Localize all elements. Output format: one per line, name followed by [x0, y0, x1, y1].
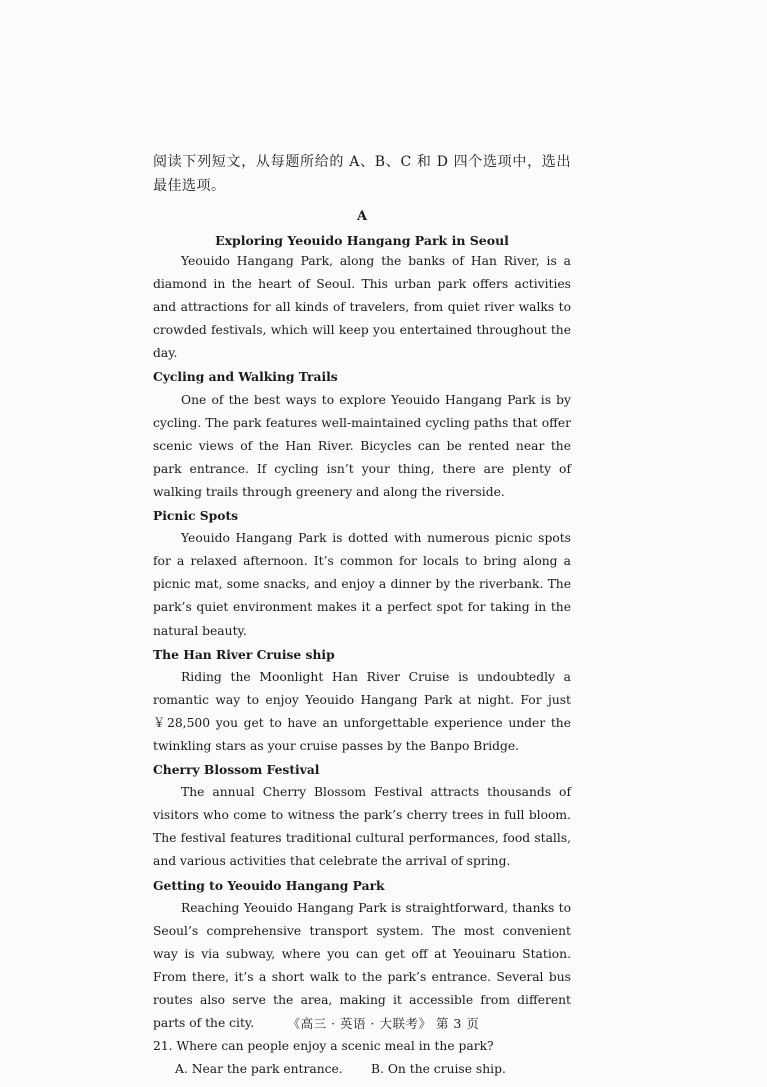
page-footer: 《高三 · 英语 · 大联考》 第 3 页: [287, 1016, 480, 1031]
passage-title: Exploring Yeouido Hangang Park in Seoul: [215, 233, 509, 248]
option-a: A. Near the park entrance.: [175, 1062, 343, 1077]
section-cruise: [153, 643, 571, 758]
section-heading-cherry-blossom: Cherry Blossom Festival: [153, 762, 320, 778]
section-heading-cruise: The Han River Cruise ship: [153, 646, 335, 662]
page-content: [153, 150, 571, 1081]
option-b: B. On the cruise ship.: [371, 1062, 506, 1077]
section-heading-cycling: Cycling and Walking Trails: [153, 369, 338, 385]
section-heading-getting-there: Getting to Yeouido Hangang Park: [153, 877, 385, 893]
question-21-options: [153, 1058, 571, 1081]
section-body-getting-there: Reaching Yeouido Hangang Park is straightforward, thanks to Seoul’s comprehensive transport system. The most convenient way is via subway, where you can get off at Yeouinaru Station. From there, it’s a short walk to the park’s entrance. Several bus routes also serve the area, making it accessible from different parts of the city.: [153, 900, 571, 1031]
instructions-text: 阅读下列短文，从每题所给的 A、B、C 和 D 四个选项中，选出最佳选项。: [153, 154, 571, 194]
section-body-cycling: One of the best ways to explore Yeouido Hangang Park is by cycling. The park features well-maintained cycling paths that offer scenic views of the Han River. Bicycles can be rented near the park entrance. If cycling isn’t your thing, there are plenty of walking trails through greenery and along the riverside.: [153, 392, 571, 499]
section-heading-picnic: Picnic Spots: [153, 508, 239, 524]
section-letter: A: [356, 209, 368, 224]
section-cycling: [153, 365, 571, 504]
section-cherry-blossom: [153, 758, 571, 873]
section-getting-there: [153, 874, 571, 1036]
section-body-cruise: Riding the Moonlight Han River Cruise is undoubtedly a romantic way to enjoy Yeouido Hangang Park at night. For just ￥28,500 you get to have an unforgettable experience under the twinkling stars as your cruise passes by the Banpo Bridge.: [153, 669, 571, 753]
section-body-cherry-blossom: The annual Cherry Blossom Festival attracts thousands of visitors who come to witness the park’s cherry trees in full bloom. The festival features traditional cultural performances, food stalls, and various activities that celebrate the arrival of spring.: [153, 785, 571, 869]
section-body-picnic: Yeouido Hangang Park is dotted with numerous picnic spots for a relaxed afternoon. It’s common for locals to bring along a picnic mat, some snacks, and enjoy a dinner by the riverbank. The park’s quiet environment makes it a perfect spot for taking in the natural beauty.: [153, 531, 571, 638]
intro-paragraph: Yeouido Hangang Park, along the banks of Han River, is a diamond in the heart of Seoul. This urban park offers activities and attractions for all kinds of travelers, from quiet river walks to crowded festivals, which will keep you entertained throughout the day.: [153, 254, 571, 361]
question-21: 21. Where can people enjoy a scenic meal in the park?: [153, 1039, 494, 1054]
section-picnic: [153, 504, 571, 643]
